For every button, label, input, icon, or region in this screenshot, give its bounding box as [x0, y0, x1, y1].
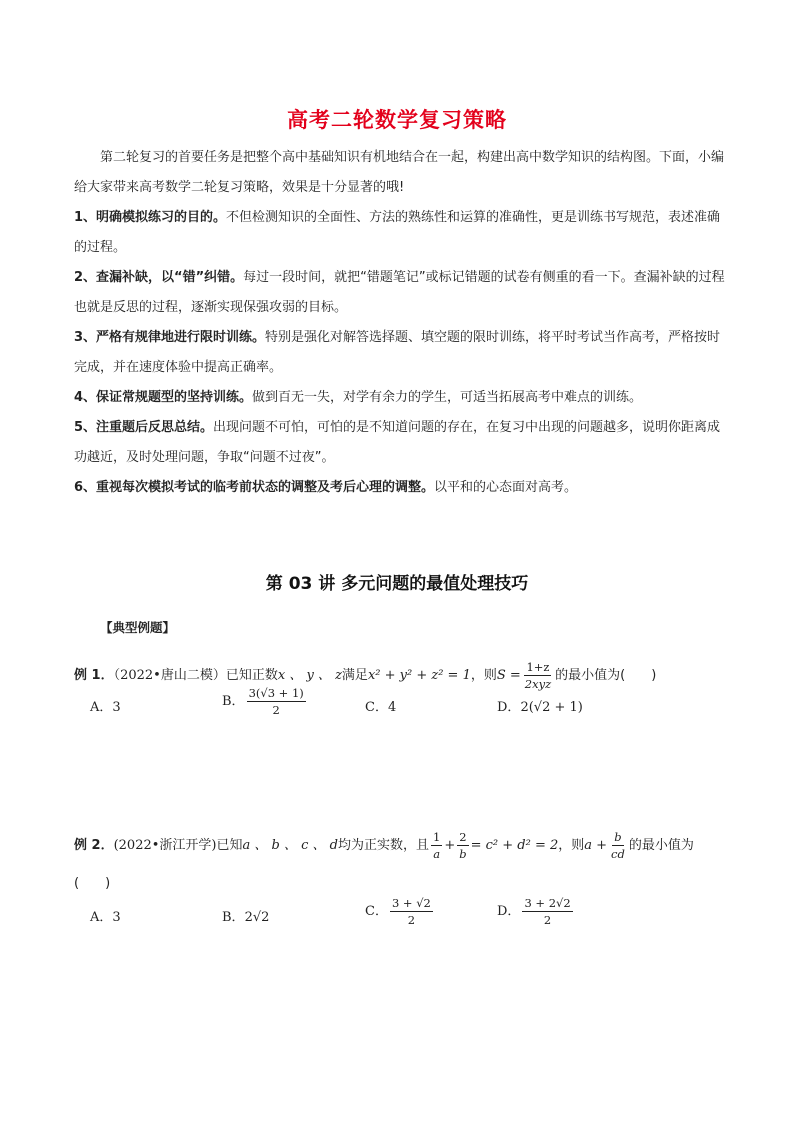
example-1-fraction [523, 660, 553, 691]
option-d[interactable] [497, 696, 583, 715]
fraction-1-over-a [431, 830, 442, 861]
example-1-text: 满足 [341, 668, 368, 683]
example-2-label: 例 2． [74, 838, 114, 853]
option-label: D． [497, 700, 521, 715]
fraction-numerator: 3(√3 + 1) [248, 686, 304, 700]
section-tag: 【典型例题】 [100, 620, 176, 635]
tip-6-head: 6、重视每次模拟考试的临考前状态的调整及考后心理的调整。 [74, 480, 435, 495]
option-c[interactable] [365, 696, 396, 715]
option-label: D． [497, 904, 521, 919]
tip-3 [74, 323, 726, 383]
tip-1-body: 不但检测知识的全面性、方法的熟练性和运算的准确性，更是训练书写规范，表述准确的过程。 [74, 210, 721, 255]
tip-6 [74, 473, 726, 503]
fraction-2-over-b [457, 830, 468, 861]
fraction-denominator: b [459, 847, 467, 861]
fraction-b-over-cd [609, 830, 627, 861]
option-value: 4 [387, 700, 397, 715]
option-label: B． [222, 910, 245, 925]
tip-2-body: 每过一段时间，就把“错题笔记”或标记错题的试卷有侧重的看一下。查漏补缺的过程也就是反思的过程，逐渐实现保强攻弱的目标。 [74, 270, 725, 315]
document-title: 高考二轮数学复习策略 [287, 108, 507, 132]
fraction-numerator: b [614, 830, 622, 844]
plus-sign: + [444, 838, 456, 853]
example-2-source: (2022•浙江开学) [113, 838, 217, 853]
option-value: 3 [112, 700, 121, 715]
example-1-source: （2022•唐山二模） [113, 668, 226, 683]
option-b[interactable] [222, 686, 308, 717]
example-2-vars: a 、 b 、 c 、 d [242, 838, 338, 853]
fraction-numerator: 3 + √2 [391, 896, 431, 910]
option-fraction [522, 896, 572, 927]
tip-3-body: 特别是强化对解答选择题、填空题的限时训练，将平时考试当作高考，严格按时完成，并在速度体验中提高正确率。 [74, 330, 721, 375]
example-1-text: ，则 [470, 668, 497, 683]
option-value: 2√2 [244, 910, 270, 925]
example-1-label: 例 1． [74, 668, 114, 683]
tip-4-head: 4、保证常规题型的坚持训练。 [74, 390, 253, 405]
example-2-answer-paren: ( ) [74, 876, 111, 891]
fraction-numerator: 3 + 2√2 [524, 896, 571, 910]
option-label: C． [365, 904, 388, 919]
tip-4-body: 做到百无一失，对学有余力的学生，可适当拓展高考中难点的训练。 [252, 390, 643, 405]
fraction-numerator: 2 [459, 830, 467, 844]
tip-6-body: 以平和的心态面对高考。 [434, 480, 578, 495]
option-label: B． [222, 694, 245, 709]
option-label: A． [90, 910, 113, 925]
example-1-S: S = [496, 668, 521, 683]
option-value: 3 [112, 910, 121, 925]
fraction-denominator: 2 [543, 913, 552, 927]
option-value: 2(√2 + 1) [520, 700, 583, 715]
option-fraction [390, 896, 433, 927]
fraction-denominator: 2xyz [524, 677, 552, 691]
tip-5-body: 出现问题不可怕，可怕的是不知道问题的存在，在复习中出现的问题越多，说明你距离成功越近，及时处理问题，争取“问题不过夜”。 [74, 420, 721, 465]
option-fraction [247, 686, 306, 717]
example-2-text: 的最小值为 [628, 838, 694, 853]
option-label: A． [90, 700, 113, 715]
option-label: C． [365, 700, 388, 715]
tip-2 [74, 263, 726, 323]
option-b[interactable] [222, 906, 269, 925]
option-d[interactable] [497, 896, 575, 927]
example-2-equation: = c² + d² = 2 [470, 838, 559, 853]
tip-1 [74, 203, 726, 263]
example-1-stem [74, 660, 656, 691]
fraction-denominator: 2 [272, 703, 280, 717]
example-2-text: ，则 [558, 838, 585, 853]
lecture-title: 第 03 讲 多元问题的最值处理技巧 [265, 574, 529, 594]
fraction-denominator: a [433, 847, 441, 861]
example-1-text: 的最小值为( ) [555, 668, 657, 683]
tip-3-head: 3、严格有规律地进行限时训练。 [74, 330, 266, 345]
fraction-denominator: cd [611, 847, 625, 861]
example-1-vars: x 、 y 、 z [277, 668, 342, 683]
example-2-expr: a + [584, 838, 608, 853]
option-a[interactable] [90, 696, 121, 715]
option-c[interactable] [365, 896, 435, 927]
tip-5 [74, 413, 726, 473]
tip-4 [74, 383, 726, 413]
example-1-condition: x² + y² + z² = 1 [367, 668, 471, 683]
example-2-text: 均为正实数，且 [337, 838, 429, 853]
example-2-text: 已知 [216, 838, 243, 853]
tip-2-head: 2、查漏补缺，以“错”纠错。 [74, 270, 244, 285]
example-1-text: 已知正数 [225, 668, 278, 683]
tip-1-head: 1、明确模拟练习的目的。 [74, 210, 227, 225]
fraction-numerator: 1+z [526, 660, 550, 674]
example-2-stem [74, 830, 694, 861]
intro-paragraph: 第二轮复习的首要任务是把整个高中基础知识有机地结合在一起，构建出高中数学知识的结构图。下面，小编给大家带来高考数学二轮复习策略，效果是十分显著的哦! [74, 150, 725, 195]
option-a[interactable] [90, 906, 121, 925]
fraction-denominator: 2 [407, 913, 416, 927]
fraction-numerator: 1 [433, 830, 441, 844]
tip-5-head: 5、注重题后反思总结。 [74, 420, 214, 435]
